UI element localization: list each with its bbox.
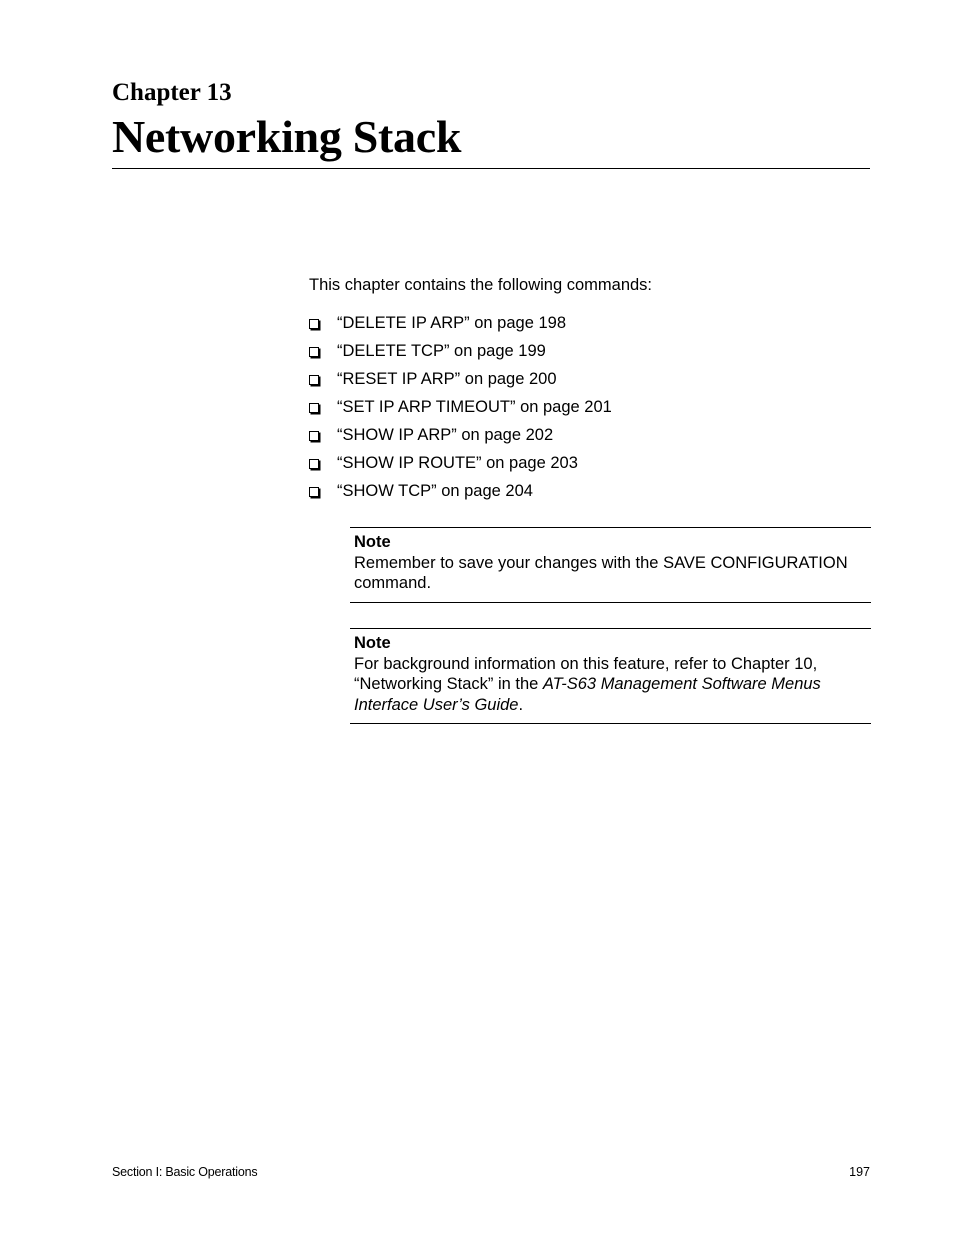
footer-section: Section I: Basic Operations <box>112 1165 258 1179</box>
note-text: Remember to save your changes with the SAVE CONFIGURATION command. <box>354 553 848 592</box>
note-heading: Note <box>354 634 391 652</box>
command-link[interactable]: “SHOW IP ARP” on page 202 <box>337 426 554 444</box>
command-list-item[interactable] <box>309 369 612 397</box>
command-link[interactable]: “SHOW IP ROUTE” on page 203 <box>337 454 578 472</box>
command-link[interactable]: “RESET IP ARP” on page 200 <box>337 370 557 388</box>
command-link[interactable]: “SET IP ARP TIMEOUT” on page 201 <box>337 398 612 416</box>
note-text-before: For background information on this feature, refer to Chapter 10, “Networking Stack” in the <box>354 654 818 693</box>
title-divider <box>112 168 870 169</box>
checkbox-bullet-icon <box>309 403 319 413</box>
guide-title: AT-S63 Management Software Menus Interface User’s Guide <box>354 675 821 714</box>
note-text <box>354 654 867 716</box>
command-list <box>309 313 612 509</box>
chapter-label: Chapter 13 <box>112 79 232 106</box>
checkbox-bullet-icon <box>309 459 319 469</box>
command-link[interactable]: “DELETE IP ARP” on page 198 <box>337 314 566 332</box>
command-list-item[interactable] <box>309 425 612 453</box>
note-box-background <box>350 628 871 724</box>
command-list-item[interactable] <box>309 313 612 341</box>
footer-page-number: 197 <box>849 1165 870 1179</box>
command-list-item[interactable] <box>309 481 612 509</box>
checkbox-bullet-icon <box>309 487 319 497</box>
note-box-save <box>350 527 871 603</box>
command-list-item[interactable] <box>309 453 612 481</box>
intro-text: This chapter contains the following commands: <box>309 276 653 294</box>
command-link[interactable]: “SHOW TCP” on page 204 <box>337 482 533 500</box>
checkbox-bullet-icon <box>309 347 319 357</box>
note-text-after: . <box>518 695 524 714</box>
chapter-title: Networking Stack <box>112 111 462 162</box>
command-link[interactable]: “DELETE TCP” on page 199 <box>337 342 546 360</box>
note-heading: Note <box>354 533 391 551</box>
command-list-item[interactable] <box>309 341 612 369</box>
checkbox-bullet-icon <box>309 375 319 385</box>
checkbox-bullet-icon <box>309 431 319 441</box>
checkbox-bullet-icon <box>309 319 319 329</box>
command-list-item[interactable] <box>309 397 612 425</box>
